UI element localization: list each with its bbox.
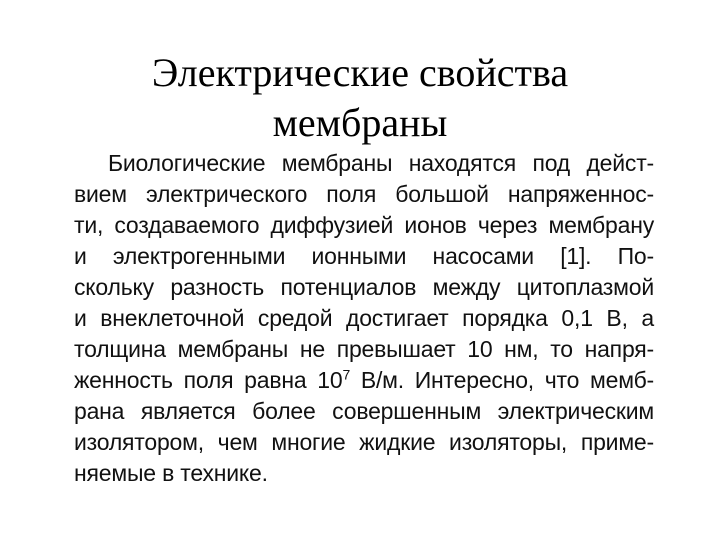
paragraph-line-10: изолятором, чем многие жидкие изоляторы, приме- xyxy=(74,429,654,455)
paragraph-line-8 xyxy=(74,365,654,396)
paragraph-line-3: ти, создаваемого диффузией ионов через мембрану xyxy=(74,212,654,238)
slide-title-line-2: мембраны xyxy=(272,100,448,145)
paragraph-line-7: толщина мембраны не превышает 10 нм, то напря- xyxy=(74,336,654,362)
paragraph-line-11: няемые в технике. xyxy=(74,460,268,486)
slide-title xyxy=(0,48,720,148)
paragraph-line-1: Биологические мембраны находятся под дейст- xyxy=(108,150,654,176)
exponent-superscript: 7 xyxy=(342,366,351,383)
body-paragraph xyxy=(74,148,654,489)
paragraph-line-2: вием электрического поля большой напряженнос- xyxy=(74,181,654,207)
paragraph-line-5: скольку разность потенциалов между цитоплазмой xyxy=(74,274,654,300)
paragraph-line-9: рана является более совершенным электрическим xyxy=(74,398,654,424)
paragraph-line-8-start: женность поля равна 10 xyxy=(74,367,343,393)
paragraph-line-4: и электрогенными ионными насосами [1]. По- xyxy=(74,243,654,269)
slide-title-line-1: Электрические свойства xyxy=(151,50,569,95)
paragraph-line-8-end: В/м. Интересно, что мемб- xyxy=(350,367,654,393)
paragraph-line-6: и внеклеточной средой достигает порядка 0,1 В, а xyxy=(74,305,654,331)
